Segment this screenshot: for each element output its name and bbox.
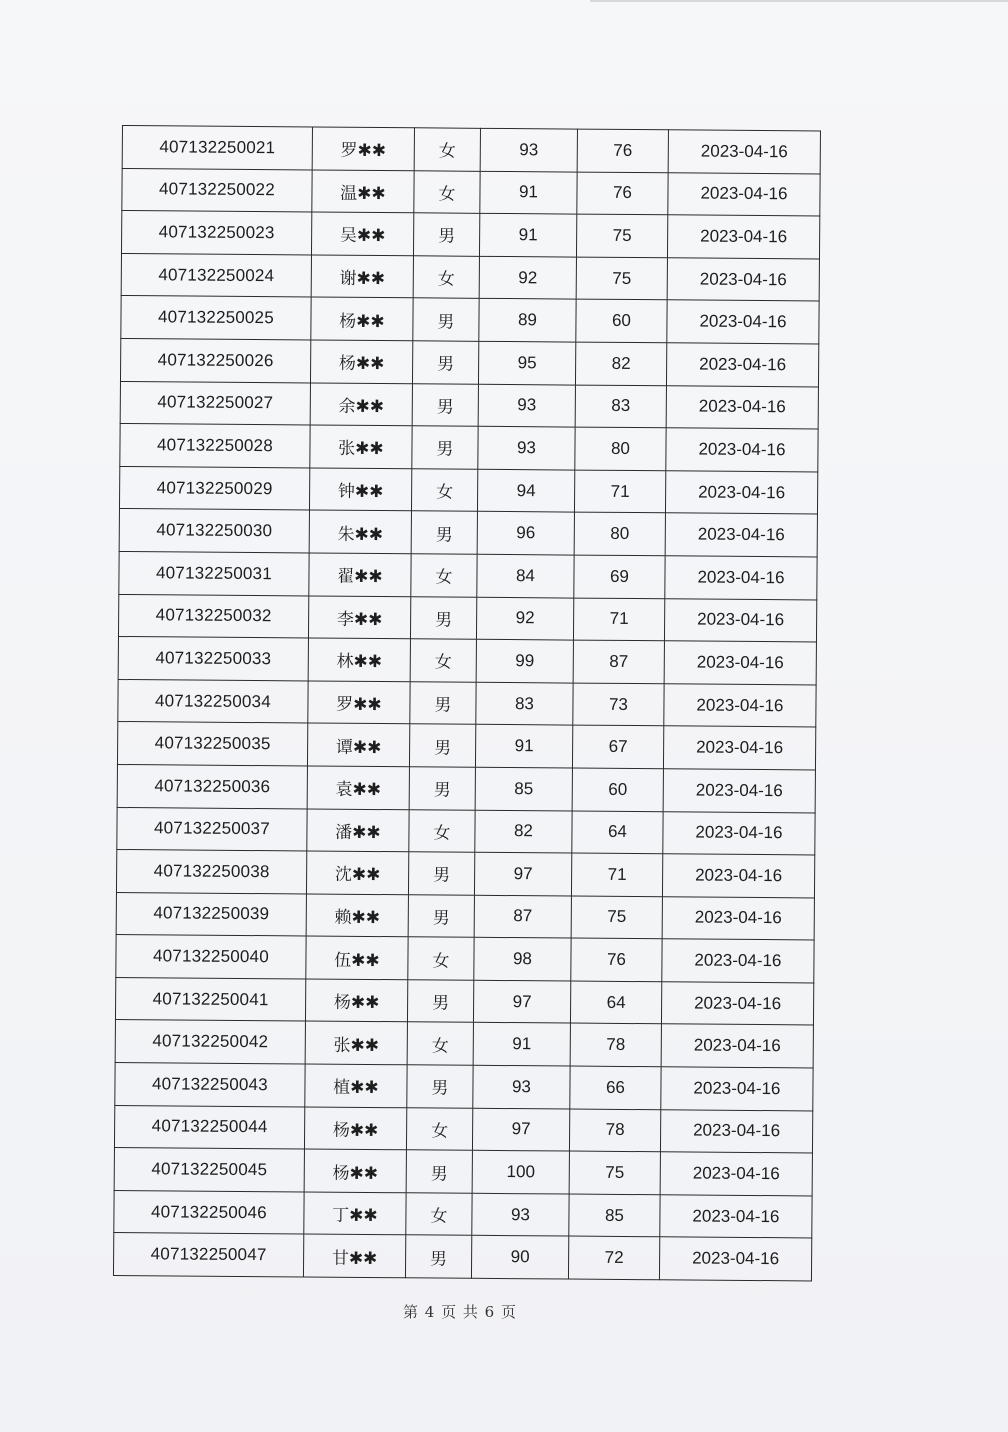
gender-cell: 男	[409, 767, 475, 810]
candidate-id-cell: 407132250039	[116, 892, 306, 936]
exam-date-cell: 2023-04-16	[662, 854, 814, 898]
table-row	[113, 1233, 811, 1281]
candidate-name-cell: 罗✱✱	[308, 681, 410, 724]
score-1-cell: 93	[473, 1065, 570, 1108]
score-2-cell: 60	[572, 768, 663, 811]
gender-cell: 女	[413, 256, 479, 299]
gender-cell: 女	[410, 639, 476, 682]
score-2-cell: 75	[576, 214, 667, 257]
score-1-cell: 91	[479, 214, 576, 257]
exam-date-cell: 2023-04-16	[660, 1109, 812, 1153]
score-2-cell: 85	[569, 1194, 660, 1237]
gender-cell: 男	[412, 426, 478, 469]
candidate-name-cell: 袁✱✱	[307, 766, 409, 809]
gender-cell: 女	[409, 809, 475, 852]
exam-date-cell: 2023-04-16	[665, 471, 817, 515]
gender-cell: 男	[413, 298, 479, 341]
table-row	[114, 1190, 812, 1238]
candidate-name-cell: 潘✱✱	[307, 808, 409, 851]
candidate-id-cell: 407132250034	[118, 679, 308, 723]
candidate-id-cell: 407132250033	[118, 637, 308, 681]
gender-cell: 女	[406, 1107, 472, 1150]
candidate-name-cell: 温✱✱	[312, 170, 414, 213]
score-2-cell: 80	[575, 427, 666, 470]
exam-date-cell: 2023-04-16	[662, 939, 814, 983]
candidate-id-cell: 407132250023	[121, 211, 311, 255]
score-2-cell: 72	[568, 1236, 659, 1279]
score-2-cell: 75	[576, 257, 667, 300]
candidate-name-cell: 朱✱✱	[309, 510, 411, 553]
score-1-cell: 91	[473, 1023, 570, 1066]
score-1-cell: 93	[478, 426, 575, 469]
gender-cell: 女	[414, 170, 480, 213]
gender-cell: 女	[414, 128, 480, 171]
table-row	[121, 253, 819, 301]
candidate-id-cell: 407132250022	[122, 168, 312, 212]
candidate-name-cell: 谢✱✱	[311, 255, 413, 298]
score-1-cell: 93	[478, 384, 575, 427]
score-1-cell: 96	[477, 512, 574, 555]
table-row	[122, 168, 820, 216]
score-1-cell: 98	[474, 938, 571, 981]
gender-cell: 男	[407, 1065, 473, 1108]
candidate-id-cell: 407132250047	[113, 1233, 303, 1277]
score-table	[113, 125, 821, 1281]
score-1-cell: 84	[477, 554, 574, 597]
exam-date-cell: 2023-04-16	[663, 811, 815, 855]
candidate-name-cell: 李✱✱	[308, 596, 410, 639]
candidate-name-cell: 张✱✱	[305, 1021, 407, 1064]
score-2-cell: 76	[577, 129, 668, 172]
gender-cell: 男	[410, 681, 476, 724]
gender-cell: 男	[408, 894, 474, 937]
candidate-name-cell: 罗✱✱	[312, 127, 414, 170]
exam-date-cell: 2023-04-16	[662, 896, 814, 940]
gender-cell: 男	[407, 980, 473, 1023]
table-row	[115, 977, 813, 1025]
table-row	[122, 126, 820, 174]
candidate-id-cell: 407132250042	[115, 1020, 305, 1064]
score-1-cell: 92	[479, 256, 576, 299]
table-row	[114, 1105, 812, 1153]
table-row	[119, 466, 817, 514]
exam-date-cell: 2023-04-16	[665, 513, 817, 557]
table-row	[116, 935, 814, 983]
score-1-cell: 99	[476, 639, 573, 682]
exam-date-cell: 2023-04-16	[660, 1195, 812, 1239]
scan-edge-line	[590, 0, 1008, 2]
candidate-id-cell: 407132250045	[114, 1148, 304, 1192]
exam-date-cell: 2023-04-16	[665, 556, 817, 600]
exam-date-cell: 2023-04-16	[668, 172, 820, 216]
candidate-id-cell: 407132250040	[116, 935, 306, 979]
exam-date-cell: 2023-04-16	[661, 1024, 813, 1068]
table-row	[119, 551, 817, 599]
candidate-name-cell: 丁✱✱	[304, 1192, 406, 1235]
gender-cell: 男	[408, 852, 474, 895]
gender-cell: 男	[412, 341, 478, 384]
candidate-name-cell: 林✱✱	[308, 638, 410, 681]
score-2-cell: 76	[571, 938, 662, 981]
candidate-name-cell: 赖✱✱	[306, 894, 408, 937]
candidate-id-cell: 407132250043	[115, 1063, 305, 1107]
candidate-id-cell: 407132250024	[121, 253, 311, 297]
exam-date-cell: 2023-04-16	[664, 683, 816, 727]
exam-date-cell: 2023-04-16	[667, 215, 819, 259]
exam-date-cell: 2023-04-16	[666, 428, 818, 472]
score-2-cell: 66	[570, 1066, 661, 1109]
table-row	[114, 1148, 812, 1196]
score-1-cell: 91	[475, 725, 572, 768]
candidate-id-cell: 407132250027	[120, 381, 310, 425]
exam-date-cell: 2023-04-16	[667, 258, 819, 302]
table-row	[120, 338, 818, 386]
exam-date-cell: 2023-04-16	[666, 385, 818, 429]
table-row	[115, 1020, 813, 1068]
candidate-id-cell: 407132250038	[116, 850, 306, 894]
candidate-name-cell: 余✱✱	[310, 383, 412, 426]
candidate-name-cell: 杨✱✱	[311, 297, 413, 340]
gender-cell: 男	[412, 383, 478, 426]
gender-cell: 男	[410, 596, 476, 639]
exam-date-cell: 2023-04-16	[663, 769, 815, 813]
table-row	[121, 296, 819, 344]
gender-cell: 女	[408, 937, 474, 980]
candidate-name-cell: 杨✱✱	[304, 1107, 406, 1150]
table-row	[117, 807, 815, 855]
candidate-name-cell: 杨✱✱	[310, 340, 412, 383]
score-2-cell: 82	[575, 342, 666, 385]
page-number-footer: 第 4 页 共 6 页	[403, 1303, 517, 1321]
gender-cell: 女	[406, 1193, 472, 1236]
candidate-name-cell: 谭✱✱	[307, 723, 409, 766]
table-row	[118, 679, 816, 727]
score-1-cell: 85	[475, 767, 572, 810]
table-row	[118, 637, 816, 685]
candidate-name-cell: 吴✱✱	[311, 212, 413, 255]
table-row	[115, 1063, 813, 1111]
table-row	[121, 211, 819, 259]
candidate-id-cell: 407132250030	[119, 509, 309, 553]
score-2-cell: 69	[574, 555, 665, 598]
table-row	[120, 381, 818, 429]
gender-cell: 男	[405, 1235, 471, 1278]
exam-date-cell: 2023-04-16	[667, 300, 819, 344]
score-1-cell: 83	[476, 682, 573, 725]
candidate-id-cell: 407132250031	[119, 551, 309, 595]
gender-cell: 女	[407, 1022, 473, 1065]
candidate-id-cell: 407132250044	[114, 1105, 304, 1149]
gender-cell: 男	[413, 213, 479, 256]
gender-cell: 男	[409, 724, 475, 767]
exam-date-cell: 2023-04-16	[661, 1067, 813, 1111]
table-row	[119, 509, 817, 557]
score-2-cell: 75	[571, 896, 662, 939]
score-2-cell: 71	[573, 598, 664, 641]
exam-date-cell: 2023-04-16	[663, 726, 815, 770]
score-2-cell: 87	[573, 640, 664, 683]
score-2-cell: 60	[576, 299, 667, 342]
score-1-cell: 93	[472, 1193, 569, 1236]
candidate-id-cell: 407132250036	[117, 764, 307, 808]
score-2-cell: 71	[574, 470, 665, 513]
candidate-id-cell: 407132250028	[120, 424, 310, 468]
score-1-cell: 89	[479, 299, 576, 342]
candidate-id-cell: 407132250026	[120, 338, 310, 382]
candidate-id-cell: 407132250025	[121, 296, 311, 340]
table-row	[117, 722, 815, 770]
candidate-name-cell: 植✱✱	[305, 1064, 407, 1107]
candidate-id-cell: 407132250029	[119, 466, 309, 510]
exam-date-cell: 2023-04-16	[659, 1237, 811, 1281]
table-row	[117, 764, 815, 812]
score-1-cell: 97	[474, 852, 571, 895]
score-1-cell: 87	[474, 895, 571, 938]
score-2-cell: 67	[572, 725, 663, 768]
gender-cell: 女	[411, 554, 477, 597]
score-1-cell: 92	[476, 597, 573, 640]
table-row	[118, 594, 816, 642]
candidate-id-cell: 407132250046	[114, 1190, 304, 1234]
candidate-name-cell: 张✱✱	[310, 425, 412, 468]
score-1-cell: 95	[478, 341, 575, 384]
score-1-cell: 93	[480, 128, 577, 171]
score-table-body	[113, 126, 820, 1281]
candidate-name-cell: 甘✱✱	[303, 1234, 405, 1277]
exam-date-cell: 2023-04-16	[660, 1152, 812, 1196]
candidate-id-cell: 407132250035	[117, 722, 307, 766]
score-1-cell: 100	[472, 1151, 569, 1194]
score-1-cell: 94	[477, 469, 574, 512]
gender-cell: 男	[411, 511, 477, 554]
score-2-cell: 64	[572, 811, 663, 854]
score-1-cell: 97	[473, 980, 570, 1023]
candidate-id-cell: 407132250032	[118, 594, 308, 638]
score-2-cell: 78	[570, 1024, 661, 1067]
exam-date-cell: 2023-04-16	[664, 641, 816, 685]
score-1-cell: 91	[480, 171, 577, 214]
exam-date-cell: 2023-04-16	[666, 343, 818, 387]
score-1-cell: 90	[471, 1236, 568, 1279]
candidate-name-cell: 杨✱✱	[305, 979, 407, 1022]
score-2-cell: 80	[574, 512, 665, 555]
table-row	[116, 850, 814, 898]
exam-date-cell: 2023-04-16	[661, 982, 813, 1026]
candidate-name-cell: 沈✱✱	[306, 851, 408, 894]
candidate-name-cell: 伍✱✱	[306, 936, 408, 979]
score-2-cell: 78	[569, 1109, 660, 1152]
gender-cell: 男	[406, 1150, 472, 1193]
candidate-id-cell: 407132250037	[117, 807, 307, 851]
exam-date-cell: 2023-04-16	[668, 130, 820, 174]
score-2-cell: 83	[575, 385, 666, 428]
exam-date-cell: 2023-04-16	[664, 598, 816, 642]
score-2-cell: 71	[571, 853, 662, 896]
candidate-id-cell: 407132250041	[115, 977, 305, 1021]
candidate-name-cell: 翟✱✱	[309, 553, 411, 596]
score-2-cell: 75	[569, 1151, 660, 1194]
table-row	[120, 424, 818, 472]
candidate-id-cell: 407132250021	[122, 126, 312, 170]
score-2-cell: 76	[577, 172, 668, 215]
score-1-cell: 97	[472, 1108, 569, 1151]
candidate-name-cell: 杨✱✱	[304, 1149, 406, 1192]
score-1-cell: 82	[475, 810, 572, 853]
candidate-name-cell: 钟✱✱	[309, 468, 411, 511]
table-row	[116, 892, 814, 940]
score-2-cell: 64	[570, 981, 661, 1024]
score-2-cell: 73	[573, 683, 664, 726]
gender-cell: 女	[411, 469, 477, 512]
